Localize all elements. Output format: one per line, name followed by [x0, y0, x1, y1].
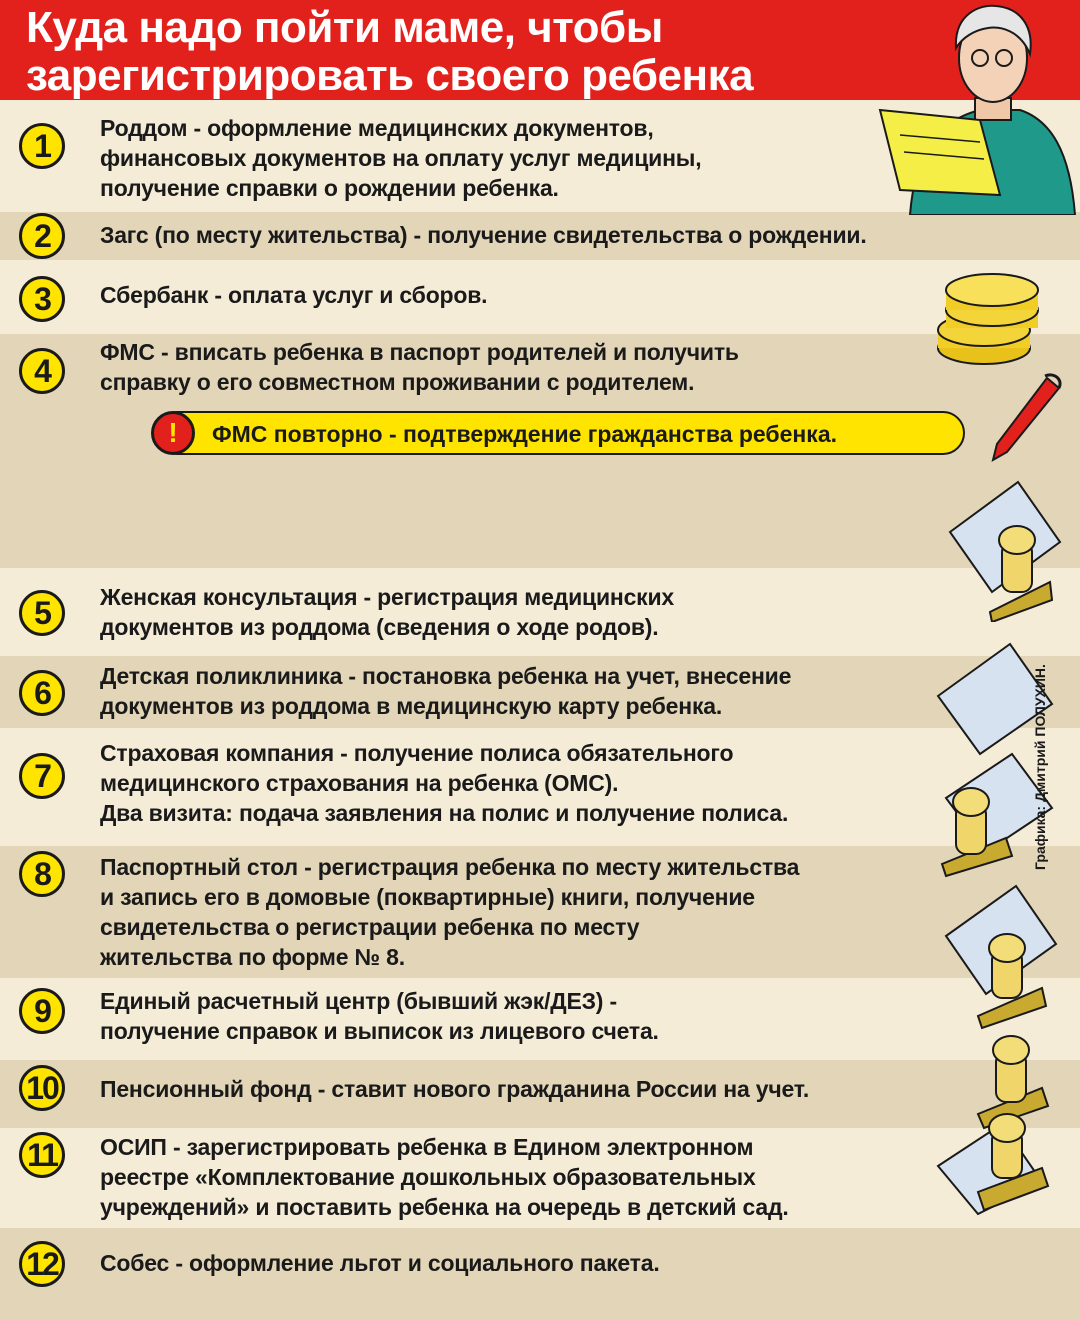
step-text: Роддом - оформление медицинских документов, финансовых документов на оплату услуг медицины, получение справки о рождении ребенка.	[100, 115, 702, 201]
step-number-badge: 2	[19, 213, 65, 259]
document-stamp-icon	[936, 880, 1061, 1030]
step-row-3	[0, 260, 1080, 334]
title-line-1: Куда надо пойти маме, чтобы	[26, 3, 663, 52]
step-row-7	[0, 728, 1080, 846]
warning-banner	[155, 411, 965, 455]
step-text: Страховая компания - получение полиса обязательного медицинского страхования на ребенка (ОМС). Два визита: подача заявления на полис и получение полиса.	[100, 740, 789, 826]
credit-text: Графика: Дмитрий ПОЛУХИН.	[1032, 664, 1048, 870]
step-number-badge: 7	[19, 753, 65, 799]
step-text: Загс (по месту жительства) - получение свидетельства о рождении.	[100, 222, 867, 248]
step-number-badge: 5	[19, 590, 65, 636]
doctor-illustration-icon	[870, 0, 1080, 215]
step-row-6	[0, 656, 1080, 728]
step-row-5	[0, 568, 1080, 656]
step-number-badge: 10	[19, 1065, 65, 1111]
coins-icon	[932, 270, 1044, 370]
step-text: Женская консультация - регистрация медицинских документов из роддома (сведения о ходе родов).	[100, 584, 675, 640]
step-row-9	[0, 978, 1080, 1060]
step-text: ФМС - вписать ребенка в паспорт родителей и получить справку о его совместном проживании с родителем.	[100, 339, 739, 395]
exclamation-icon: !	[151, 411, 195, 455]
step-number-badge: 3	[19, 276, 65, 322]
step-text: ОСИП - зарегистрировать ребенка в Едином электронном реестре «Комплектование дошкольных образовательных учреждений» и поставить ребенка на очередь в детский сад.	[100, 1134, 789, 1220]
step-number-badge: 4	[19, 348, 65, 394]
step-number-badge: 6	[19, 670, 65, 716]
steps-list	[0, 100, 1080, 1282]
step-number-badge: 11	[19, 1132, 65, 1178]
step-text: Собес - оформление льгот и социального пакета.	[100, 1250, 660, 1276]
step-text: Единый расчетный центр (бывший жэк/ДЕЗ) - получение справок и выписок из лицевого счета.	[100, 988, 659, 1044]
step-row-10	[0, 1060, 1080, 1128]
step-number-badge: 1	[19, 123, 65, 169]
step-number-badge: 8	[19, 851, 65, 897]
title-line-2: зарегистрировать своего ребенка	[26, 51, 754, 100]
step-row-2	[0, 212, 1080, 260]
step-row-12	[0, 1228, 1080, 1320]
step-number-badge: 9	[19, 988, 65, 1034]
step-number-badge: 12	[19, 1241, 65, 1287]
step-row-11	[0, 1128, 1080, 1228]
step-row-8	[0, 846, 1080, 978]
pen-icon	[985, 372, 1065, 464]
step-text: Паспортный стол - регистрация ребенка по месту жительства и запись его в домовые (поквартирные) книги, получение свидетельства о регистрации ребенка по месту жительства по форме № 8.	[100, 854, 800, 970]
warning-text: ФМС повторно - подтверждение гражданства ребенка.	[212, 421, 837, 447]
step-text: Сбербанк - оплата услуг и сборов.	[100, 282, 488, 308]
step-text: Детская поликлиника - постановка ребенка на учет, внесение документов из роддома в медицинскую карту ребенка.	[100, 663, 792, 719]
step-text: Пенсионный фонд - ставит нового гражданина России на учет.	[100, 1076, 810, 1102]
document-stamp-icon	[932, 1106, 1067, 1216]
